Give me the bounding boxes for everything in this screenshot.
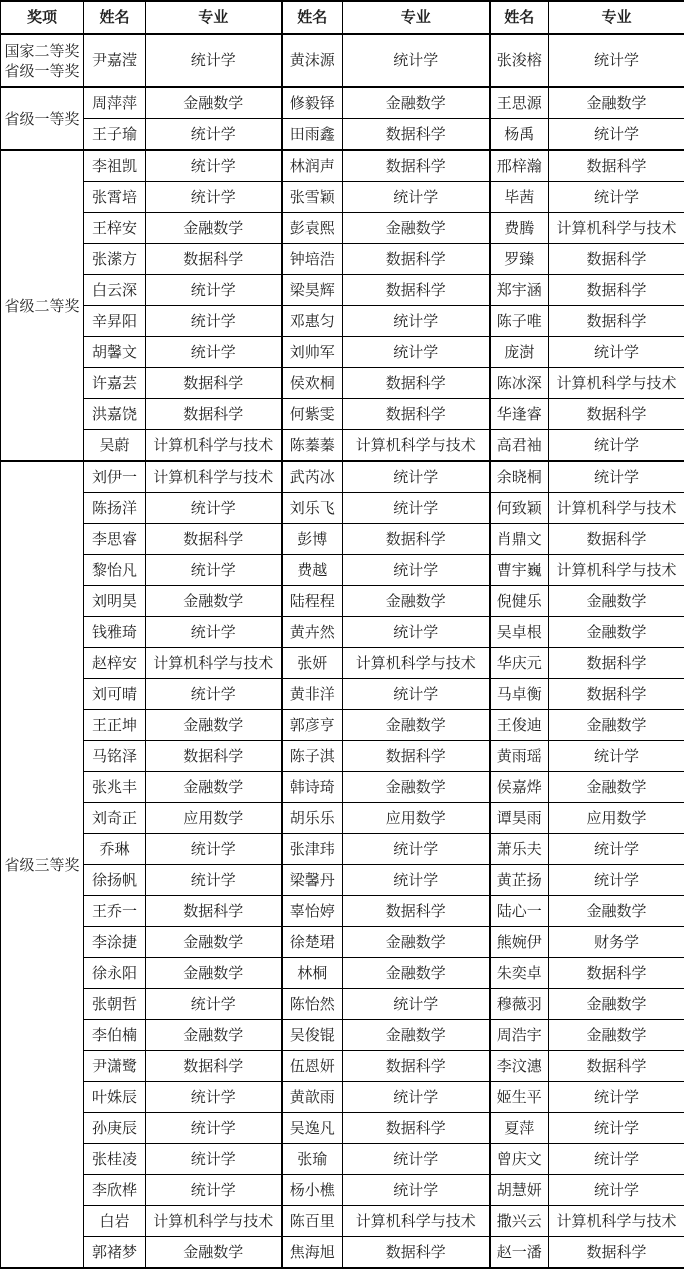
major-cell: 计算机科学与技术: [549, 368, 684, 399]
student-name-cell: 辜怡婷: [282, 896, 343, 927]
major-cell: 金融数学: [343, 586, 490, 617]
student-name-cell: 钟培浩: [282, 244, 343, 275]
student-name-cell: 曾庆文: [490, 1144, 549, 1175]
student-name-cell: 何紫雯: [282, 399, 343, 430]
student-name-cell: 谭昊雨: [490, 803, 549, 834]
award-label-line: 省级一等奖: [4, 62, 79, 80]
table-row: [1, 430, 684, 462]
student-name-cell: 王思源: [490, 87, 549, 119]
student-name-cell: 彭袁熙: [282, 213, 343, 244]
table-row: [1, 399, 684, 430]
award-label-line: 省级一等奖: [4, 110, 79, 128]
table-row: [1, 586, 684, 617]
student-name-cell: 刘伊一: [84, 461, 146, 493]
major-cell: 金融数学: [146, 710, 282, 741]
student-name-cell: 黎怡凡: [84, 555, 146, 586]
student-name-cell: 高君袖: [490, 430, 549, 462]
student-name-cell: 辛昇阳: [84, 306, 146, 337]
award-group: [1, 87, 684, 150]
student-name-cell: 夏萍: [490, 1113, 549, 1144]
student-name-cell: 梁馨丹: [282, 865, 343, 896]
student-name-cell: 肖鼎文: [490, 524, 549, 555]
major-cell: 金融数学: [343, 927, 490, 958]
table-row: [1, 213, 684, 244]
student-name-cell: 陈子唯: [490, 306, 549, 337]
student-name-cell: 陈怡然: [282, 989, 343, 1020]
student-name-cell: 许嘉芸: [84, 368, 146, 399]
student-name-cell: 毕茜: [490, 182, 549, 213]
table-row: [1, 1113, 684, 1144]
table-row: [1, 1175, 684, 1206]
table-row: [1, 306, 684, 337]
table-row: [1, 772, 684, 803]
major-cell: 数据科学: [343, 1051, 490, 1082]
major-cell: 数据科学: [549, 275, 684, 306]
table-row: [1, 710, 684, 741]
student-name-cell: 刘明昊: [84, 586, 146, 617]
student-name-cell: 罗臻: [490, 244, 549, 275]
table-row: [1, 119, 684, 151]
major-cell: 金融数学: [549, 87, 684, 119]
student-name-cell: 费腾: [490, 213, 549, 244]
student-name-cell: 武芮冰: [282, 461, 343, 493]
award-label-line: 省级二等奖: [4, 297, 79, 315]
award-group: [1, 34, 684, 87]
student-name-cell: 刘帅军: [282, 337, 343, 368]
student-name-cell: 黄沫源: [282, 34, 343, 87]
major-cell: 金融数学: [343, 87, 490, 119]
student-name-cell: 陈百里: [282, 1206, 343, 1237]
table-row: [1, 524, 684, 555]
student-name-cell: 田雨鑫: [282, 119, 343, 151]
column-header: 专业: [549, 1, 684, 34]
student-name-cell: 余晓桐: [490, 461, 549, 493]
column-header: 专业: [146, 1, 282, 34]
student-name-cell: 姬生平: [490, 1082, 549, 1113]
table-row: [1, 493, 684, 524]
major-cell: 数据科学: [146, 368, 282, 399]
student-name-cell: 孙庚辰: [84, 1113, 146, 1144]
column-header: 姓名: [84, 1, 146, 34]
major-cell: 统计学: [146, 34, 282, 87]
major-cell: 数据科学: [549, 648, 684, 679]
student-name-cell: 伍恩妍: [282, 1051, 343, 1082]
student-name-cell: 李祖凯: [84, 150, 146, 182]
award-group: [1, 150, 684, 461]
major-cell: 金融数学: [549, 1020, 684, 1051]
student-name-cell: 吴逸凡: [282, 1113, 343, 1144]
student-name-cell: 王正坤: [84, 710, 146, 741]
student-name-cell: 李汶潓: [490, 1051, 549, 1082]
major-cell: 统计学: [343, 834, 490, 865]
major-cell: 统计学: [146, 493, 282, 524]
student-name-cell: 陈冰深: [490, 368, 549, 399]
student-name-cell: 陆程程: [282, 586, 343, 617]
table-row: [1, 1082, 684, 1113]
table-row: [1, 34, 684, 87]
major-cell: 统计学: [549, 834, 684, 865]
student-name-cell: 穆薇羽: [490, 989, 549, 1020]
table-row: [1, 958, 684, 989]
major-cell: 金融数学: [146, 87, 282, 119]
award-label-line: 省级三等奖: [4, 856, 79, 874]
major-cell: 统计学: [146, 679, 282, 710]
major-cell: 统计学: [146, 1082, 282, 1113]
student-name-cell: 周萍萍: [84, 87, 146, 119]
major-cell: 统计学: [146, 337, 282, 368]
major-cell: 计算机科学与技术: [146, 648, 282, 679]
major-cell: 金融数学: [146, 1020, 282, 1051]
student-name-cell: 华庆元: [490, 648, 549, 679]
student-name-cell: 王俊迪: [490, 710, 549, 741]
column-header: 奖项: [1, 1, 84, 34]
award-group: [1, 461, 684, 1268]
student-name-cell: 张浚榕: [490, 34, 549, 87]
student-name-cell: 杨小樵: [282, 1175, 343, 1206]
student-name-cell: 黄非洋: [282, 679, 343, 710]
major-cell: 金融数学: [146, 772, 282, 803]
major-cell: 计算机科学与技术: [343, 648, 490, 679]
major-cell: 数据科学: [343, 399, 490, 430]
major-cell: 统计学: [549, 1175, 684, 1206]
student-name-cell: 白云深: [84, 275, 146, 306]
major-cell: 统计学: [549, 337, 684, 368]
student-name-cell: 何致颖: [490, 493, 549, 524]
major-cell: 统计学: [146, 182, 282, 213]
student-name-cell: 彭博: [282, 524, 343, 555]
student-name-cell: 张雪颖: [282, 182, 343, 213]
award-group-label: [1, 461, 84, 1268]
table-row: [1, 182, 684, 213]
major-cell: 金融数学: [549, 989, 684, 1020]
student-name-cell: 朱奕卓: [490, 958, 549, 989]
student-name-cell: 王子瑜: [84, 119, 146, 151]
student-name-cell: 邢梓瀚: [490, 150, 549, 182]
major-cell: 金融数学: [549, 586, 684, 617]
major-cell: 金融数学: [549, 772, 684, 803]
major-cell: 统计学: [343, 617, 490, 648]
table-row: [1, 679, 684, 710]
student-name-cell: 洪嘉饶: [84, 399, 146, 430]
major-cell: 计算机科学与技术: [549, 1206, 684, 1237]
student-name-cell: 张瑜: [282, 1144, 343, 1175]
major-cell: 计算机科学与技术: [343, 1206, 490, 1237]
student-name-cell: 马卓衡: [490, 679, 549, 710]
table-row: [1, 275, 684, 306]
major-cell: 金融数学: [146, 958, 282, 989]
student-name-cell: 曹宇巍: [490, 555, 549, 586]
table-row: [1, 1020, 684, 1051]
major-cell: 统计学: [146, 1113, 282, 1144]
major-cell: 金融数学: [343, 958, 490, 989]
student-name-cell: 徐扬帆: [84, 865, 146, 896]
student-name-cell: 张桂凌: [84, 1144, 146, 1175]
major-cell: 应用数学: [146, 803, 282, 834]
award-group-label: [1, 34, 84, 87]
major-cell: 数据科学: [549, 306, 684, 337]
major-cell: 金融数学: [146, 1237, 282, 1269]
major-cell: 统计学: [343, 555, 490, 586]
table-header-row: [1, 1, 684, 34]
major-cell: 统计学: [146, 150, 282, 182]
student-name-cell: 庞澍: [490, 337, 549, 368]
student-name-cell: 张津玮: [282, 834, 343, 865]
major-cell: 统计学: [146, 119, 282, 151]
major-cell: 应用数学: [549, 803, 684, 834]
major-cell: 统计学: [549, 1113, 684, 1144]
table-row: [1, 927, 684, 958]
major-cell: 数据科学: [549, 524, 684, 555]
major-cell: 统计学: [146, 834, 282, 865]
major-cell: 数据科学: [549, 244, 684, 275]
student-name-cell: 赵梓安: [84, 648, 146, 679]
major-cell: 计算机科学与技术: [146, 461, 282, 493]
major-cell: 统计学: [146, 275, 282, 306]
major-cell: 统计学: [343, 34, 490, 87]
table-row: [1, 87, 684, 119]
student-name-cell: 林润声: [282, 150, 343, 182]
major-cell: 统计学: [146, 617, 282, 648]
major-cell: 金融数学: [549, 710, 684, 741]
major-cell: 统计学: [343, 337, 490, 368]
major-cell: 数据科学: [343, 275, 490, 306]
table-row: [1, 1206, 684, 1237]
student-name-cell: 萧乐夫: [490, 834, 549, 865]
student-name-cell: 林桐: [282, 958, 343, 989]
table-row: [1, 244, 684, 275]
student-name-cell: 张朝哲: [84, 989, 146, 1020]
table-row: [1, 617, 684, 648]
table-row: [1, 896, 684, 927]
table-row: [1, 741, 684, 772]
major-cell: 统计学: [146, 989, 282, 1020]
student-name-cell: 胡馨文: [84, 337, 146, 368]
major-cell: 统计学: [343, 306, 490, 337]
major-cell: 数据科学: [343, 1237, 490, 1269]
major-cell: 数据科学: [343, 244, 490, 275]
student-name-cell: 王乔一: [84, 896, 146, 927]
major-cell: 计算机科学与技术: [549, 555, 684, 586]
student-name-cell: 韩诗琦: [282, 772, 343, 803]
table-row: [1, 1051, 684, 1082]
table-row: [1, 555, 684, 586]
major-cell: 金融数学: [146, 927, 282, 958]
column-header: 姓名: [490, 1, 549, 34]
student-name-cell: 撒兴云: [490, 1206, 549, 1237]
student-name-cell: 赵一潘: [490, 1237, 549, 1269]
major-cell: 数据科学: [343, 1113, 490, 1144]
student-name-cell: 吴卓根: [490, 617, 549, 648]
major-cell: 统计学: [549, 430, 684, 462]
major-cell: 数据科学: [343, 150, 490, 182]
student-name-cell: 王梓安: [84, 213, 146, 244]
student-name-cell: 周浩宇: [490, 1020, 549, 1051]
major-cell: 数据科学: [146, 399, 282, 430]
student-name-cell: 郑宇涵: [490, 275, 549, 306]
major-cell: 金融数学: [343, 772, 490, 803]
table-row: [1, 461, 684, 493]
major-cell: 金融数学: [146, 586, 282, 617]
table-row: [1, 1144, 684, 1175]
table-row: [1, 337, 684, 368]
major-cell: 统计学: [549, 1144, 684, 1175]
student-name-cell: 郭彦亨: [282, 710, 343, 741]
student-name-cell: 吴俊锟: [282, 1020, 343, 1051]
major-cell: 统计学: [343, 1175, 490, 1206]
student-name-cell: 李涂捷: [84, 927, 146, 958]
student-name-cell: 张霄培: [84, 182, 146, 213]
student-name-cell: 李思睿: [84, 524, 146, 555]
major-cell: 统计学: [343, 182, 490, 213]
major-cell: 统计学: [343, 865, 490, 896]
major-cell: 计算机科学与技术: [146, 430, 282, 462]
student-name-cell: 张潆方: [84, 244, 146, 275]
student-name-cell: 杨禹: [490, 119, 549, 151]
student-name-cell: 陈扬洋: [84, 493, 146, 524]
major-cell: 数据科学: [549, 150, 684, 182]
major-cell: 数据科学: [549, 399, 684, 430]
major-cell: 数据科学: [549, 958, 684, 989]
student-name-cell: 尹潇鹭: [84, 1051, 146, 1082]
major-cell: 金融数学: [343, 1020, 490, 1051]
major-cell: 数据科学: [146, 524, 282, 555]
student-name-cell: 黄卉然: [282, 617, 343, 648]
major-cell: 金融数学: [146, 213, 282, 244]
student-name-cell: 黄雨瑶: [490, 741, 549, 772]
major-cell: 金融数学: [549, 896, 684, 927]
student-name-cell: 侯欢桐: [282, 368, 343, 399]
student-name-cell: 倪健乐: [490, 586, 549, 617]
student-name-cell: 白岩: [84, 1206, 146, 1237]
student-name-cell: 陈蓁蓁: [282, 430, 343, 462]
student-name-cell: 华逢睿: [490, 399, 549, 430]
student-name-cell: 李伯楠: [84, 1020, 146, 1051]
major-cell: 统计学: [146, 555, 282, 586]
major-cell: 统计学: [146, 865, 282, 896]
major-cell: 金融数学: [549, 617, 684, 648]
table-row: [1, 834, 684, 865]
student-name-cell: 钱雅琦: [84, 617, 146, 648]
major-cell: 统计学: [549, 34, 684, 87]
table-row: [1, 989, 684, 1020]
student-name-cell: 焦海旭: [282, 1237, 343, 1269]
major-cell: 统计学: [146, 1175, 282, 1206]
table-row: [1, 150, 684, 182]
award-group-label: [1, 150, 84, 461]
student-name-cell: 侯嘉烨: [490, 772, 549, 803]
major-cell: 数据科学: [343, 368, 490, 399]
major-cell: 统计学: [549, 182, 684, 213]
student-name-cell: 黄歆雨: [282, 1082, 343, 1113]
major-cell: 数据科学: [549, 679, 684, 710]
major-cell: 计算机科学与技术: [343, 430, 490, 462]
student-name-cell: 郭褚梦: [84, 1237, 146, 1269]
student-name-cell: 修毅铎: [282, 87, 343, 119]
major-cell: 数据科学: [146, 1051, 282, 1082]
table-row: [1, 368, 684, 399]
student-name-cell: 李欣桦: [84, 1175, 146, 1206]
major-cell: 统计学: [549, 461, 684, 493]
major-cell: 统计学: [343, 493, 490, 524]
student-name-cell: 费越: [282, 555, 343, 586]
student-name-cell: 黄芷扬: [490, 865, 549, 896]
major-cell: 数据科学: [549, 1237, 684, 1269]
major-cell: 数据科学: [343, 119, 490, 151]
major-cell: 数据科学: [343, 896, 490, 927]
column-header: 专业: [343, 1, 490, 34]
major-cell: 统计学: [549, 865, 684, 896]
major-cell: 计算机科学与技术: [549, 213, 684, 244]
major-cell: 金融数学: [343, 213, 490, 244]
table-row: [1, 803, 684, 834]
student-name-cell: 张妍: [282, 648, 343, 679]
student-name-cell: 马铭泽: [84, 741, 146, 772]
student-name-cell: 尹嘉滢: [84, 34, 146, 87]
major-cell: 数据科学: [549, 1051, 684, 1082]
student-name-cell: 吴蔚: [84, 430, 146, 462]
major-cell: 计算机科学与技术: [549, 493, 684, 524]
major-cell: 计算机科学与技术: [146, 1206, 282, 1237]
major-cell: 应用数学: [343, 803, 490, 834]
major-cell: 财务学: [549, 927, 684, 958]
major-cell: 统计学: [146, 306, 282, 337]
major-cell: 数据科学: [146, 741, 282, 772]
student-name-cell: 张兆丰: [84, 772, 146, 803]
student-name-cell: 叶姝辰: [84, 1082, 146, 1113]
award-label-line: 国家二等奖: [4, 42, 79, 60]
column-header: 姓名: [282, 1, 343, 34]
student-name-cell: 梁昊辉: [282, 275, 343, 306]
major-cell: 数据科学: [146, 896, 282, 927]
table-row: [1, 648, 684, 679]
major-cell: 金融数学: [343, 710, 490, 741]
major-cell: 统计学: [343, 461, 490, 493]
major-cell: 数据科学: [146, 244, 282, 275]
major-cell: 数据科学: [343, 741, 490, 772]
student-name-cell: 徐楚珺: [282, 927, 343, 958]
student-name-cell: 陆心一: [490, 896, 549, 927]
student-name-cell: 胡乐乐: [282, 803, 343, 834]
major-cell: 统计学: [343, 1082, 490, 1113]
major-cell: 统计学: [343, 679, 490, 710]
student-name-cell: 乔琳: [84, 834, 146, 865]
student-name-cell: 徐永阳: [84, 958, 146, 989]
major-cell: 数据科学: [343, 524, 490, 555]
table-row: [1, 865, 684, 896]
student-name-cell: 刘可晴: [84, 679, 146, 710]
student-name-cell: 刘乐飞: [282, 493, 343, 524]
major-cell: 统计学: [549, 741, 684, 772]
student-name-cell: 胡慧妍: [490, 1175, 549, 1206]
student-name-cell: 熊婉伊: [490, 927, 549, 958]
student-name-cell: 邓惠匀: [282, 306, 343, 337]
student-name-cell: 陈子淇: [282, 741, 343, 772]
major-cell: 统计学: [549, 119, 684, 151]
major-cell: 统计学: [343, 989, 490, 1020]
award-group-label: [1, 87, 84, 150]
table-row: [1, 1237, 684, 1269]
major-cell: 统计学: [343, 1144, 490, 1175]
major-cell: 统计学: [146, 1144, 282, 1175]
major-cell: 统计学: [549, 1082, 684, 1113]
student-name-cell: 刘奇正: [84, 803, 146, 834]
